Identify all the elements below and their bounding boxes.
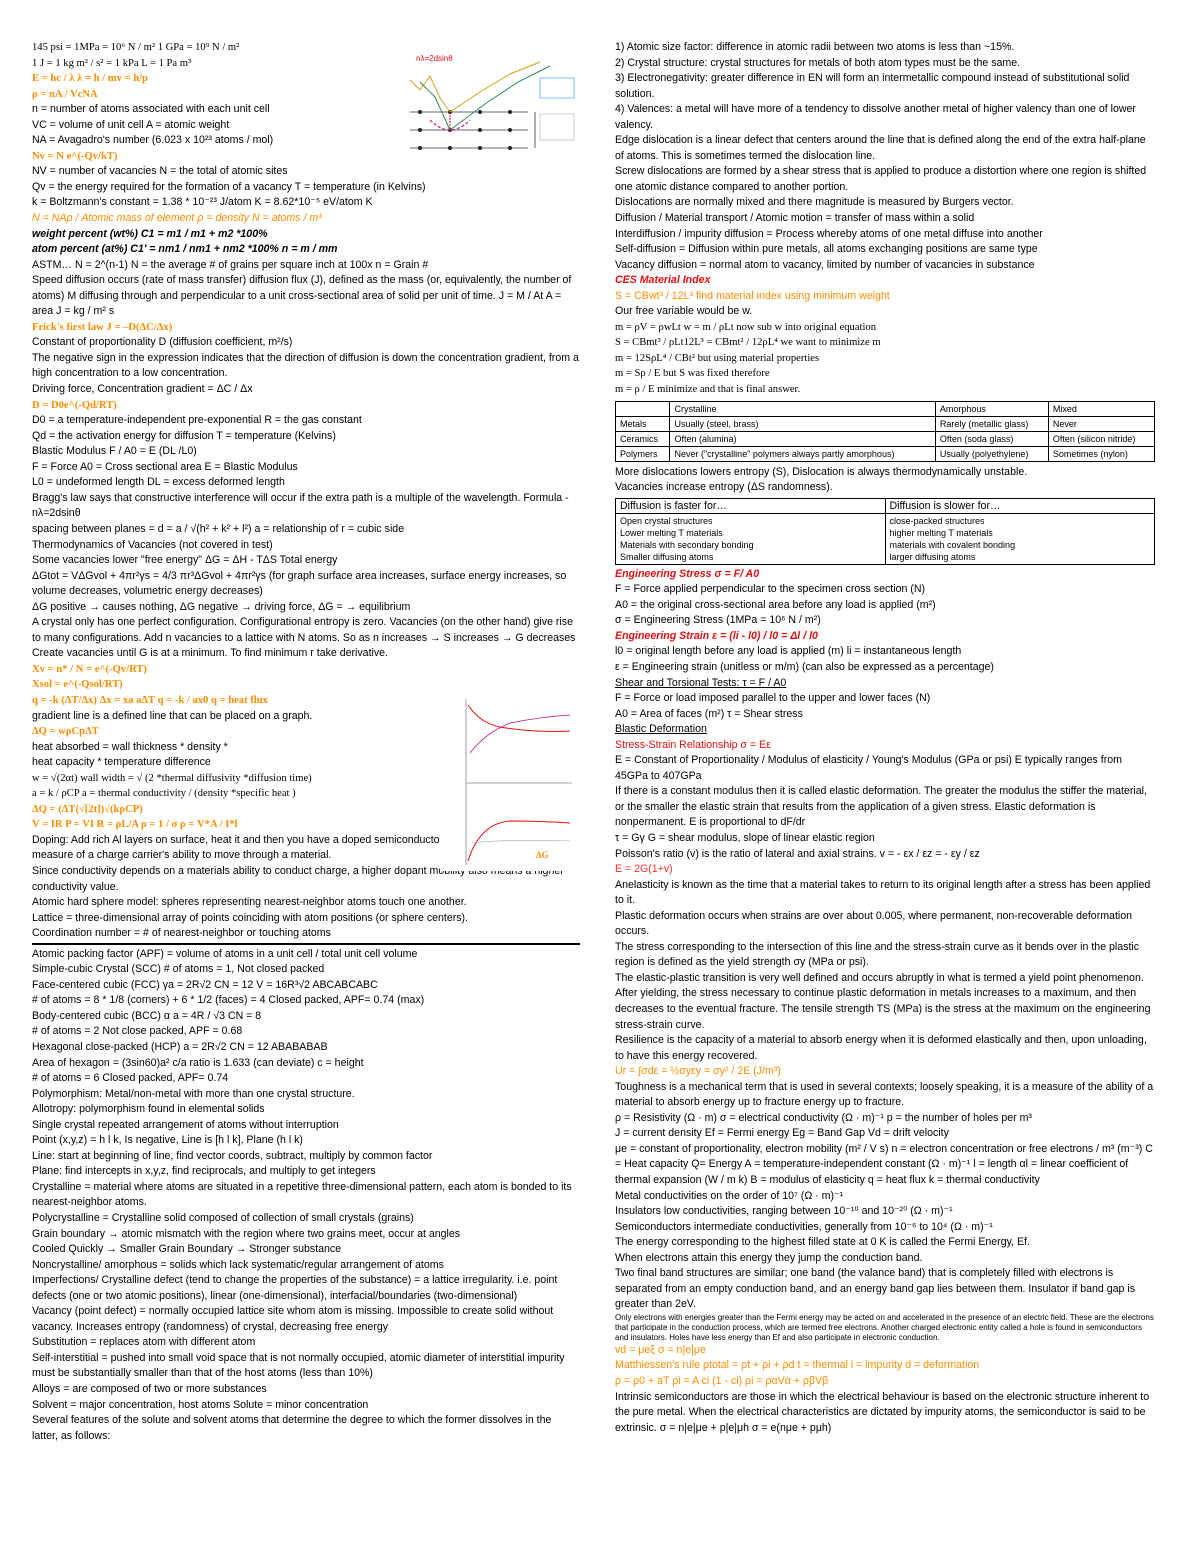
text-line: Qd = the activation energy for diffusion T = temperature (Kelvins) (32, 429, 336, 442)
text-line: S = CBwt³ / 12L³ find material index using minimum weight (615, 289, 890, 302)
text-line: Diffusion / Material transport / Atomic motion = transfer of mass within a solid (615, 212, 975, 225)
text-line: Noncrystalline/ amorphous = solids which lack systematic/regular arrangement of atoms (32, 1258, 444, 1271)
table-cell: Often (soda glass) (935, 431, 1048, 446)
list-item: 3) Electronegativity: greater difference in EN will form an intermetallic compound instead of substitutional solid solution. (615, 72, 1130, 100)
table-cell: Often (silicon nitride) (1048, 431, 1154, 446)
paragraph: E = Constant of Proportionality / Modulus of elasticity / Young's Modulus (GPa or psi) E typically ranges from 45GPa to 407GPa (615, 754, 1122, 782)
text-line: Shear and Torsional Tests: τ = F / A0 (615, 676, 787, 689)
table-cell: Sometimes (nylon) (1048, 446, 1154, 461)
section-heading: CES Material Index (615, 274, 711, 287)
text-line: Substitution = replaces atom with different atom (32, 1336, 256, 1349)
text-line: a = k / ρCP a = thermal conductivity / (density *specific heat ) (32, 788, 296, 800)
text-line: Hexagonal close-packed (HCP) a = 2R√2 CN = 12 ABABABAB (32, 1041, 328, 1053)
text-line: Vacancy diffusion = normal atom to vacancy, limited by number of vacancies in substance (615, 258, 1035, 271)
text-line: F = Force or load imposed parallel to the upper and lower faces (N) (615, 692, 931, 705)
paragraph: Plastic deformation occurs when strains are over about 0.005, where permanent, non-recoverable deformation occurs. (615, 909, 1133, 938)
text-line: Thermodynamics of Vacancies (not covered in test) (32, 538, 273, 551)
text-line: # of atoms = 6 Closed packed, APF= 0.74 (32, 1072, 229, 1085)
table-header-row (616, 401, 1155, 416)
text-line: m = Sρ / E but S was fixed therefore (615, 368, 770, 380)
text-line: m = ρV = ρwLt w = m / ρLt now sub w into original equation (615, 321, 877, 333)
paragraph: Imperfections/ Crystalline defect (tend to change the properties of the substance) = a lattice irregularity. i.e. point defects (one or two atomic positions), linear (one-dimensional), interfacial/boundaries (two-dimensional) (32, 1274, 558, 1302)
formula-line: V = IR P = VI R = ρL/A ρ = 1 / σ ρ = V*A / I*l (32, 819, 238, 831)
text-line: weight percent (wt%) C1 = m1 / m1 + m2 *100% (32, 227, 268, 240)
text-line: Driving force, Concentration gradient = ΔC / Δx (32, 383, 253, 396)
table-cell: Rarely (metallic glass) (935, 416, 1048, 431)
table-cell: Polymers (616, 446, 670, 461)
text-line: Qv = the energy required for the formation of a vacancy T = temperature (in Kelvins) (32, 180, 426, 193)
text-line: ρ = Resistivity (Ω · m) σ = electrical conductivity (Ω · m)⁻¹ p = the number of holes per m³ (615, 1111, 1032, 1124)
table-cell (616, 513, 886, 564)
list-item: higher melting T materials (889, 527, 993, 538)
paragraph: Since conductivity depends on a materials ability to conduct charge, a higher dopant mobility also means a higher conductivity value. (32, 864, 564, 893)
text-line: The energy corresponding to the highest filled state at 0 K is called the Fermi Energy, Ef. (615, 1236, 1030, 1249)
paragraph: ΔGtot = VΔGvol + 4πr²γs = 4/3 πr³ΔGvol + 4πr²γs (for graph surface area increases, surface energy increases, so volume decreases, volumetric energy decreases) (32, 569, 567, 598)
bragg-diffraction-diagram (400, 52, 578, 167)
list-item: Smaller diffusing atoms (620, 551, 714, 562)
text-line: ρ = ρ0 + aT ρi = A ci (1 - ci) ρi = ραVα + ρβVβ (615, 1375, 829, 1388)
unit-line: 145 psi = 1MPa = 10⁶ N / m² 1 GPa = 10⁹ N / m² (32, 42, 240, 53)
table-cell: Usually (polyethylene) (935, 446, 1048, 461)
text-line: NA = Avagadro's number (6.023 x 10²³ atoms / mol) (32, 134, 274, 147)
paragraph: μe = constant of proportionality, electron mobility (m² / V s) n = electron concentration or free electrons / m³ (m⁻³) C = Heat capacity Q= Energy A = temperature-independent constant (Ω · m)⁻¹ l = length αl = linear coefficient of thermal expansion (W / m k) B = modulus of elasticity q = heat flux k = thermal conductivity (615, 1142, 1153, 1186)
text-line: Poisson's ratio (v) is the ratio of lateral and axial strains. v = - εx / εz = - εy / εz (615, 847, 980, 860)
table-row (616, 431, 1155, 446)
paragraph: Speed diffusion occurs (rate of mass transfer) diffusion flux (J), defined as the mass (or, equivalently, the number of atoms) M diffusing through and perpendicular to a unit cross-sectional area of solid per unit of time. J = M / At A = area J = kg / m² s (32, 274, 572, 318)
text-line: Our free variable would be w. (615, 305, 753, 318)
paragraph: Self-interstitial = pushed into small void space that is not normally occupied, atomic diameter of interstitial impurity must be substantially smaller than that of the host atoms (less than 10%) (32, 1351, 565, 1380)
table-cell: Often (alumina) (670, 431, 935, 446)
text-line: Body-centered cubic (BCC) α a = 4R / √3 CN = 8 (32, 1009, 262, 1022)
text-line: σ = Engineering Stress (1MPa = 10⁶ N / m²) (615, 614, 821, 627)
table-cell: Never (1048, 416, 1154, 431)
paragraph: The stress corresponding to the intersection of this line and the stress-strain curve as it bends over in the plastic region is defined as the yield strength σy (MPa or psi). (615, 940, 1140, 969)
list-item: Open crystal structures (620, 515, 713, 526)
text-line: # of atoms = 2 Not close packed, APF = 0.68 (32, 1025, 243, 1038)
text-line: Create vacancies until G is at a minimum. To find minimum r take derivative. (32, 647, 389, 660)
paragraph: If there is a constant modulus then it is called elastic deformation. The greater the modulus the stiffer the material, or the smaller the elastic strain that results from the application of a given stress. Elastic deformation is nonpermanent. E is proportional to dF/dr (615, 785, 1147, 829)
text-line: spacing between planes = d = a / √(h² + k² + l²) a = relationship of r = cubic side (32, 522, 405, 535)
table-cell: Metals (616, 416, 670, 431)
text-line: Area of hexagon = (3sin60)a² c/a ratio is 1.633 (can deviate) c = height (32, 1056, 364, 1069)
paragraph: Resilience is the capacity of a material to absorb energy when it is deformed elastically and then, upon unloading, to have this energy recovered. (615, 1034, 1147, 1062)
text-line: Line: start at beginning of line, find vector coords, subtract, multiply by common factor (32, 1149, 433, 1162)
text-line: Matthiessen's rule ρtotal = ρt + ρi + ρd t = thermal i = impurity d = deformation (615, 1359, 980, 1372)
paragraph: After yielding, the stress necessary to continue plastic deformation in metals increases to a maximum, and then decreases to the eventual fracture. The tensile strength TS (MPa) is the stress at the maximum on the engineering stress-strain curve. (615, 987, 1151, 1031)
text-line: l0 = original length before any load is applied (m) li = instantaneous length (615, 645, 962, 658)
text-line: Insulators low conductivities, ranging between 10⁻¹⁰ and 10⁻²⁰ (Ω · m)⁻¹ (615, 1205, 953, 1218)
diffusion-table (615, 498, 1155, 565)
text-line: Ur = ∫σdε = ½σyεy = σy² / 2E (J/m³) (615, 1065, 781, 1078)
table-row (616, 446, 1155, 461)
text-line: Dislocations are normally mixed and there magnitude is measured by Burgers vector. (615, 196, 1014, 209)
paragraph: Screw dislocations are formed by a shear stress that is applied to produce a distortion where one region is shifted one atomic distance compared to another portion. (615, 165, 1147, 193)
list-item: 1) Atomic size factor: difference in atomic radii between two atoms is less than ~15%. (615, 41, 1015, 53)
paragraph: Crystalline = material where atoms are situated in a repetitive three-dimensional pattern, each atom is bonded to its nearest-neighbor atoms. (32, 1180, 572, 1209)
formula-line: ΔQ = wρCpΔT (32, 726, 99, 738)
table-header-row (616, 498, 1155, 513)
structure-table (615, 401, 1155, 462)
text-line: Semiconductors intermediate conductivities, generally from 10⁻⁶ to 10⁴ (Ω · m)⁻¹ (615, 1220, 993, 1233)
text-line: Some vacancies lower "free energy" ΔG = ΔH - TΔS Total energy (32, 554, 338, 567)
paragraph: Doping: Add rich Al layers on surface, heat it and then you have a doped semiconductor regions. Mobility is a measure of a charge carrier's ability to move through a material. (32, 833, 542, 862)
text-line: n = number of atoms associated with each unit cell (32, 103, 270, 116)
table-row (616, 416, 1155, 431)
text-line: τ = Gγ G = shear modulus, slope of linear elastic region (615, 831, 875, 844)
formula-line: Frick's first law J = –D(ΔC/Δx) (32, 321, 173, 333)
text-line: F = Force applied perpendicular to the specimen cross section (N) (615, 583, 926, 596)
formula-line: E = hc / λ λ = h / mv = h/p (32, 73, 148, 85)
text-line: Self-diffusion = Diffusion within pure metals, all atoms exchanging positions are same type (615, 243, 1038, 256)
text-line: VC = volume of unit cell A = atomic weight (32, 118, 230, 131)
table-cell: Usually (steel, brass) (670, 416, 935, 431)
list-item: Lower melting T materials (620, 527, 723, 538)
list-item: materials with covalent bonding (889, 539, 1016, 550)
formula-line: q = -k (ΔT/Δx) Δx = xa aΔT q = -k / ax0 q = heat flux (32, 694, 268, 706)
text-line: Engineering Stress σ = F/ A0 (615, 567, 760, 580)
text-line: A0 = Area of faces (m²) τ = Shear stress (615, 707, 803, 720)
text-line: A0 = the original cross-sectional area before any load is applied (m²) (615, 598, 936, 611)
right-column (615, 40, 1155, 1436)
paragraph: A crystal only has one perfect configuration. Configurational entropy is zero. Vacancies (on the other hand) give rise to many configurations. Add n vacancies to a lattice with N atoms. So as n increases → S increases → G decreases (32, 616, 576, 644)
list-item: 2) Crystal structure: crystal structures for metals of both atom types must be the same. (615, 56, 1021, 69)
text-line: Atomic packing factor (APF) = volume of atoms in a unit cell / total unit cell volume (32, 947, 418, 960)
text-line: When electrons attain this energy they jump the conduction band. (615, 1251, 923, 1264)
text-line: E = 2G(1+v) (615, 863, 673, 876)
paragraph: Bragg's law says that constructive interference will occur if the extra path is a multiple of the wavelength. Formula - nλ=2dsinθ (32, 491, 569, 520)
table-header: Mixed (1048, 401, 1154, 416)
text-line: More dislocations lowers entropy (S), Dislocation is always thermodynamically unstable. (615, 465, 1028, 478)
text-line: Metal conductivities on the order of 10⁷ (Ω · m)⁻¹ (615, 1189, 844, 1202)
paragraph: Edge dislocation is a linear defect that centers around the line that is defined along the end of the extra half-plane of atoms. This is sometimes termed the dislocation line. (615, 134, 1146, 162)
list-item: Materials with secondary bonding (620, 539, 754, 550)
table-header: Diffusion is slower for… (885, 498, 1155, 513)
text-line: Blastic Deformation (615, 723, 707, 736)
text-line: Alloys = are composed of two or more substances (32, 1383, 267, 1396)
text-line: Simple-cubic Crystal (SCC) # of atoms = 1, Not closed packed (32, 963, 325, 976)
text-line: Solvent = major concentration, host atoms Solute = minor concentration (32, 1398, 369, 1411)
table-cell: Never ("crystalline" polymers always partly amorphous) (670, 446, 935, 461)
text-line: Atomic hard sphere model: spheres representing nearest-neighbor atoms touch one another. (32, 896, 467, 909)
text-line: Engineering Strain ε = (li - l0) / l0 = Δl / l0 (615, 629, 818, 642)
text-line: w = √(2αt) wall width = √ (2 *thermal diffusivity *diffusion time) (32, 772, 312, 784)
text-line: Lattice = three-dimensional array of points coinciding with atom positions (or sphere centers). (32, 911, 469, 924)
table-cell (885, 513, 1155, 564)
text-line: Interdiffusion / impurity diffusion = Process whereby atoms of one metal diffuse into another (615, 227, 1043, 240)
text-line: Stress-Strain Relationship σ = Eε (615, 738, 771, 751)
text-line: F = Force A0 = Cross sectional area E = Blastic Modulus (32, 460, 298, 473)
paragraph: The elastic-plastic transition is very well defined and occurs abruptly in what is termed a yield point phenomenon. (615, 971, 1144, 984)
list-item: 4) Valences: a metal will have more of a tendency to dissolve another metal of higher valency than one of lower valency. (615, 103, 1136, 131)
text-line: Point (x,y,z) = h l k, Is negative, Line is [h l k], Plane (h l k) (32, 1134, 303, 1147)
free-energy-graph (440, 693, 576, 871)
text-line: heat capacity * temperature difference (32, 756, 211, 769)
text-line: Allotropy: polymorphism found in elemental solids (32, 1103, 265, 1116)
text-line: Cooled Quickly → Smaller Grain Boundary → Stronger substance (32, 1243, 342, 1256)
text-line: Vacancies increase entropy (ΔS randomness). (615, 481, 833, 494)
text-line: Grain boundary → atomic mismatch with the region where two grains meet, occur at angles (32, 1227, 461, 1240)
text-line: N = NAρ / Atomic mass of element ρ = density N = atoms / m³ (32, 212, 322, 225)
text-line: k = Boltzmann's constant = 1.38 * 10⁻²³ J/atom K = 8.62*10⁻⁵ eV/atom K (32, 196, 373, 209)
paragraph: Several features of the solute and solvent atoms that determine the degree to which the former dissolves in the latter, as follows: (32, 1414, 552, 1442)
small-note: Only electrons with energies greater than the Fermi energy may be acted on and accelerated in the presence of an electric field. These are the electrons that participate in the conduction process, which are termed free electrons. Another charged electronic entity called a hole is found in semiconductors and insulators. Holes have less energy than Ef and also participate in electronic conduction. (615, 1312, 1154, 1342)
text-line: Constant of proportionality D (diffusion coefficient, m²/s) (32, 336, 293, 349)
text-line: gradient line is a defined line that can be placed on a graph. (32, 709, 313, 722)
text-line: heat absorbed = wall thickness * density * (32, 740, 228, 753)
text-line: Face-centered cubic (FCC) γa = 2R√2 CN = 12 V = 16R³√2 ABCABCABC (32, 978, 378, 991)
text-line: ΔG positive → causes nothing, ΔG negative → driving force, ΔG = → equilibrium (32, 600, 411, 613)
paragraph: Toughness is a mechanical term that is used in several contexts; loosely speaking, it is a measure of the ability of a material to absorb energy up to fracture energy up to fracture. (615, 1080, 1154, 1109)
text-line: ε = Engineering strain (unitless or m/m) (can also be expressed as a percentage) (615, 660, 994, 673)
text-line: Polymorphism: Metal/non-metal with more than one crystal structure. (32, 1087, 355, 1100)
text-line: Plane: find intercepts in x,y,z, find reciprocals, and multiply to get integers (32, 1165, 376, 1178)
table-header: Amorphous (935, 401, 1048, 416)
table-header (616, 401, 670, 416)
text-line: m = 12SρL⁴ / CBt² but using material properties (615, 352, 820, 364)
text-line: ASTM… N = 2^(n-1) N = the average # of grains per square inch at 100x n = Grain # (32, 258, 429, 271)
formula-line: ρ = nA / VcNA (32, 88, 98, 100)
graph-label: ΔG (536, 850, 549, 860)
bragg-diagram-label: nλ=2dsinθ (416, 54, 453, 63)
paragraph: Intrinsic semiconductors are those in which the electrical behaviour is based on the electronic structure inherent to the pure metal. When the electrical characteristics are dictated by impurity atoms, the semiconductor is said to be extrinsic. σ = n|e|μe + p|e|μh σ = e(nμe + pμh) (615, 1390, 1150, 1434)
text-line: vd = μeξ σ = n|e|μe (615, 1343, 706, 1356)
text-line: Polycrystalline = Crystalline solid composed of collection of small crystals (grains) (32, 1212, 414, 1225)
unit-line: 1 J = 1 kg m² / s² = 1 kPa L = 1 Pa m³ (32, 57, 192, 69)
list-item: close-packed structures (889, 515, 985, 526)
text-line: S = CBmt³ / ρLt12L³ = CBmt² / 12ρL⁴ we want to minimize m (615, 337, 881, 349)
text-line: Blastic Modulus F / A0 = E (DL /L0) (32, 445, 197, 458)
formula-line: D = D0e^(-Qd/RT) (32, 399, 117, 411)
text-line: J = current density Ef = Fermi energy Eg = Band Gap Vd = drift velocity (615, 1127, 949, 1140)
table-cell: Ceramics (616, 431, 670, 446)
text-line: m = ρ / E minimize and that is final answer. (615, 384, 801, 396)
text-line: # of atoms = 8 * 1/8 (corners) + 6 * 1/2 (faces) = 4 Closed packed, APF= 0.74 (max) (32, 994, 425, 1007)
paragraph: The negative sign in the expression indicates that the direction of diffusion is down the concentration gradient, from a high concentration to a low concentration. (32, 351, 579, 380)
text-line: L0 = undeformed length DL = excess deformed length (32, 476, 285, 489)
text-line: NV = number of vacancies N = the total of atomic sites (32, 165, 288, 178)
formula-line: Xsol = e^(-Qsol/RT) (32, 679, 123, 691)
formula-line: Nv = N e^(-Qv/kT) (32, 150, 118, 162)
formula-line: ΔQ = (ΔT(√[2t])√(kρCP) (32, 803, 143, 815)
list-item: larger diffusing atoms (889, 551, 976, 562)
text-line: D0 = a temperature-independent pre-exponential R = the gas constant (32, 414, 362, 427)
text-line: atom percent (at%) C1' = nm1 / nm1 + nm2 *100% n = m / mm (32, 243, 338, 256)
paragraph: Two final band structures are similar; one band (the valance band) that is completely filled with electrons is separated from an empty conduction band, and an energy band gap lies between them. Insulator if band gap is greater than 2eV. (615, 1267, 1136, 1311)
paragraph: Anelasticity is known as the time that a material takes to return to its original length after a stress has been applied to it. (615, 878, 1151, 907)
table-header: Diffusion is faster for… (616, 498, 886, 513)
table-row (616, 513, 1155, 564)
section-divider (32, 943, 580, 945)
text-line: Single crystal repeated arrangement of atoms without interruption (32, 1118, 339, 1131)
table-header: Crystalline (670, 401, 935, 416)
paragraph: Vacancy (point defect) = normally occupied lattice site whom atom is missing. Impossible to create solid without vacancy. Increases entropy (randomness) of crystal, decreasing free energy (32, 1305, 554, 1333)
text-line: Coordination number = # of nearest-neighbor or touching atoms (32, 927, 331, 940)
formula-line: Xv = n* / N = e^(-Qv/RT) (32, 663, 147, 675)
